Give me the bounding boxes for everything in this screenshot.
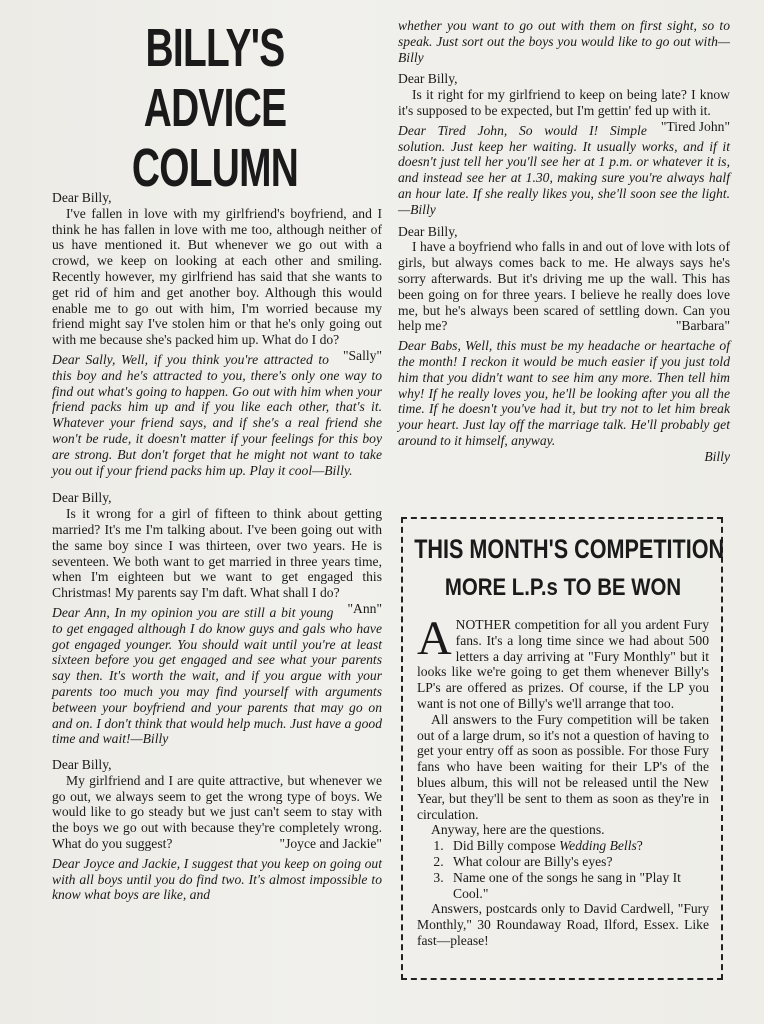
letter-signature: "Ann": [347, 600, 382, 616]
letter-greeting: Dear Billy,: [52, 757, 112, 773]
left-column: [52, 190, 382, 907]
reply-text: Dear Ann, In my opinion you are still a bit young to get engaged although I do know guys and gals who have got engaged younger. You should wait until you're at least sixteen before you get engaged and see what your parents say then. It's worth the wait, and if you argue with your parents too much you may find yourself with arguments between your boyfriend and your parents that may go on and on. I don't think that would help much. Just have a good time and wait!—Billy: [52, 604, 382, 747]
letter-tired-john: [398, 71, 730, 217]
reply-continuation: whether you want to go out with them on first sight, so to speak. Just sort out the boys you would like to go out with—Billy: [398, 18, 730, 65]
letter-body: My girlfriend and I are quite attractive, but whenever we go out, we always seem to get the wrong type of boys. We would like to go steady but we just can't seem to stay with the boys we go out with because they're completely wrong. What do you suggest? "Joyce and Jackie": [52, 772, 382, 852]
reply-text: Dear Sally, Well, if you think you're attracted to this boy and he's attracted to you, there's only one way to find out what's going to happen. Go out with him when your friend packs him up and if you like each other, that's it. Whatever your friend says, and if she's a real friend she won't be rude, it doesn't matter if your feelings for this boy are strong. But don't forget that he might not want to take you out if your friend packs him up. Play it cool—Billy.: [52, 351, 382, 478]
letter-signature: "Barbara": [675, 318, 730, 334]
letter-body: Is it right for my girlfriend to keep on being late? I know it's supposed to be expected, but I'm gettin' fed up with it. "Tired John": [398, 87, 730, 134]
right-column: [398, 18, 730, 469]
letter-sally: [52, 190, 382, 478]
letter-greeting: Dear Billy,: [52, 190, 112, 205]
competition-questions-intro: Anyway, here are the questions.: [431, 822, 605, 838]
letter-ann: [52, 490, 382, 747]
letter-signature: "Sally": [342, 347, 382, 363]
letter-signature: "Tired John": [660, 118, 730, 134]
page-title: [92, 18, 338, 198]
letter-joyce-jackie: [52, 757, 382, 903]
letter-body: I have a boyfriend who falls in and out of love with lots of girls, but always comes back to me. He always says he's sorry afterwards. But it's driving me up the wall. This has been going on for three years. I believe he really does love me, but he's always been scared of settling down. Can you help me? "Barbara": [398, 239, 730, 334]
letter-body: I've fallen in love with my girlfriend's boyfriend, and I think he has fallen in love with me too, although neither of us have mentioned it. But whenever we go out with a crowd, we keep on looking at each other and smiling. Recently however, my girlfriend has said that she wants to get rid of him and get another boy. Although this would enable me to go out with him, I'm worried because my friend might say I've stolen him or that he's only going out with me because she's packed him up. What do I do? "Sally": [52, 205, 382, 363]
question-list: [447, 838, 709, 901]
reply-text: Dear Joyce and Jackie, I suggest that you keep on going out with all boys until you do find two. It's almost impossible to know what boys are like, and: [52, 855, 382, 903]
title-line-2: COLUMN: [131, 138, 299, 198]
competition-text: [417, 612, 709, 949]
letter-body: Is it wrong for a girl of fifteen to think about getting married? It's me I'm talking about. I've been going out with the same boy since I was thirteen, over two years. He is seventeen. We both want to get married in three years time, when I'm eighteen but we want to get engaged this Christmas! My parents say I'm daft. What shall I do? "Ann": [52, 506, 382, 616]
title-line-1: BILLY'S ADVICE: [143, 18, 287, 138]
letter-greeting: Dear Billy,: [398, 223, 458, 239]
question-3: 3. Name one of the songs he sang in "Play It Cool.": [447, 870, 709, 902]
competition-rules: All answers to the Fury competition will be taken out of a large drum, so it's not a question of having to get your entry off as soon as possible. For those Fury fans who have been waiting for their LP's of the blues album, this will not be released until the New Year, but they'll be sent to them as soon as they're in circulation.: [417, 711, 709, 822]
competition-box: [401, 517, 723, 980]
letter-barbara: [398, 224, 730, 465]
letter-greeting: Dear Billy,: [398, 71, 458, 87]
reply-text: Dear Tired John, So would I! Simple solution. Just keep her waiting. It usually works, and if it doesn't just tell her you'll see her at 1 p.m. or whatever it is, and instead see her at 1.30, making sure you're always half an hour late. If she really likes you, she'll soon see the light.—Billy: [398, 122, 730, 217]
competition-intro: ANOTHER competition for all you ardent Fury fans. It's a long time since we had about 500 letters a day arriving at "Fury Monthly" but it looks like we're going to get them whenever Billy's LP's are offered as prizes. Of course, if the LP you want is not one of Billy's we'll arrange that too.: [417, 612, 709, 711]
question-1: 1. Did Billy compose Wedding Bells?: [447, 838, 709, 854]
competition-subheading: MORE L.P.s TO BE WON: [444, 574, 682, 601]
question-2: 2. What colour are Billy's eyes?: [447, 854, 709, 870]
competition-address: Answers, postcards only to David Cardwell, "Fury Monthly," 30 Roundaway Road, Ilford, Essex. Like fast—please!: [417, 901, 709, 948]
competition-heading: THIS MONTH'S COMPETITION: [414, 534, 725, 564]
reply-signature: Billy: [704, 448, 730, 464]
drop-cap: A: [417, 612, 452, 665]
reply-text: Dear Babs, Well, this must be my headache or heartache of the month! I reckon it would be much easier if you just told him that you didn't want to see him any more. Then tell him why! If he really loves you, he'll be looking after you all the time. If he doesn't you've had it, but try not to let him break your heart. Just lay off the marriage talk. He'll probably get around to it himself, anyway.: [398, 338, 730, 448]
letter-greeting: Dear Billy,: [52, 490, 112, 506]
letter-signature: "Joyce and Jackie": [279, 836, 382, 852]
